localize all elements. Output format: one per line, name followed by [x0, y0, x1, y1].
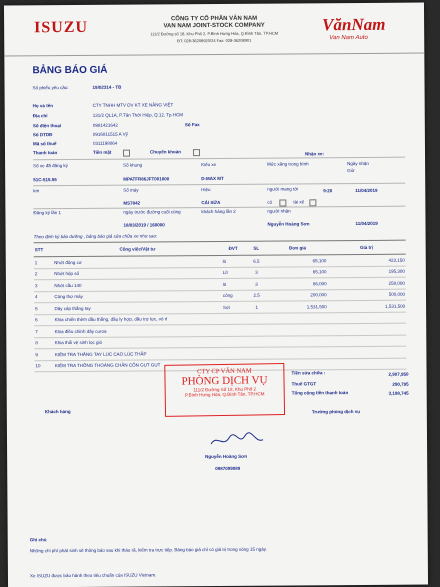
- receiver-name-label: người nhận: [267, 208, 291, 214]
- document-header: [4, 3, 424, 57]
- quote-number-label: Số phiếu yêu cầu:: [32, 85, 69, 91]
- cell-qty: 3: [245, 278, 268, 290]
- fax-label: Số Fax: [184, 122, 200, 128]
- prev-service-label: ngày trước đường cuối cùng: [123, 209, 181, 215]
- reg-value: 51C-515.55: [33, 177, 57, 183]
- van-nam-logo: VănNam: [322, 14, 386, 35]
- customer-value: CTY TNHH MTV DV KT XE NÂNG VIỆT: [92, 102, 174, 108]
- customer-label: Họ và tên: [32, 103, 53, 109]
- cell-stt: 10: [34, 360, 53, 372]
- cell-stt: 9: [34, 349, 53, 361]
- cell-stt: 1: [34, 257, 53, 269]
- col-unit: ĐVT: [222, 241, 245, 255]
- tax-code-label: Mã số thuế: [32, 141, 57, 147]
- col-qty: SL: [245, 241, 268, 255]
- vat-value: 290,795: [392, 381, 409, 387]
- yes-checkbox[interactable]: [279, 200, 286, 207]
- signature: [207, 432, 267, 450]
- company-name-vn: CÔNG TY CỔ PHẦN VĂN NAM: [170, 15, 258, 23]
- payment-label: Thanh toán: [32, 150, 58, 156]
- reg-label: Số xe đã đăng ký: [33, 163, 68, 169]
- cell-qty: 1: [245, 301, 268, 313]
- model-label: Kiểu xe: [201, 161, 217, 168]
- notes-title: Ghi chú: [29, 537, 47, 543]
- cell-price: 65,100: [268, 255, 328, 267]
- cell-item: KIỂM TRA THÔNG THOÁNG CHÂN CÔN GỤT GỤT: [54, 359, 223, 372]
- cell-qty: [245, 347, 268, 359]
- cell-stt: 3: [34, 280, 53, 292]
- km-label: km: [33, 188, 40, 194]
- receiver-name-value: Nguyễn Hoàng Sơn: [267, 221, 310, 227]
- cell-stt: 2: [34, 268, 53, 280]
- cell-item: Khia chiến thêm dầu thắng, dầu ly hợp, dầu trợ lực, vỏ rỉ: [54, 313, 223, 326]
- cell-unit: lit: [222, 255, 245, 267]
- cell-total: 195,300: [327, 266, 405, 278]
- table-note: Theo định kỳ bảo dưỡng , bảng báo giá sửa chữa xe như sau:: [33, 233, 158, 240]
- cell-price: [268, 335, 328, 347]
- cell-price: [268, 324, 328, 336]
- quotation-document: [4, 3, 428, 587]
- vat-label: Thuế GTGT: [291, 381, 317, 387]
- address-value: 131/2 QL1A, P.Tân Thới Hiệp, Q.12, Tp.HCM: [92, 112, 184, 118]
- cell-unit: công: [222, 290, 245, 302]
- cell-item: Khia điều chỉnh dây curoa: [54, 324, 223, 337]
- isuzu-logo: ISUZU: [34, 18, 89, 37]
- cell-unit: [222, 336, 245, 348]
- cell-total: [328, 323, 406, 335]
- cell-item: Công thợ máy: [53, 290, 222, 303]
- transfer-label: Chuyển khoản: [149, 149, 182, 155]
- stamp-line-2: PHÒNG DỊCH VỤ: [181, 374, 268, 388]
- cell-stt: 8: [34, 337, 53, 349]
- cell-stt: 5: [34, 303, 53, 315]
- notes-line-2: Xe ISUZU được bảo hành theo tiêu chuẩn của ISUZU Vietnam.: [29, 572, 157, 579]
- stamp-line-1: CTY CP VĂN NAM: [197, 367, 252, 376]
- cash-checkbox[interactable]: [123, 150, 130, 157]
- page-title: BẢNG BÁO GIÁ: [32, 64, 108, 77]
- cell-qty: [245, 313, 268, 325]
- subtotal-value: 2,907,950: [388, 371, 409, 377]
- time-value: 9:20: [323, 188, 333, 194]
- phone-value: 0981421642: [92, 122, 118, 128]
- manager-sign-label: Trưởng phòng dịch vụ: [311, 408, 361, 415]
- cell-qty: [245, 324, 268, 336]
- date-label: Ngày nhận: [347, 160, 369, 167]
- cell-unit: Sợi: [222, 301, 245, 313]
- cell-item: KIỂM TRA THẮNG TAY LÚC CAO LÚC THẤP: [54, 347, 223, 360]
- prev-service-value: 18/03/2019 / 160000: [123, 222, 165, 228]
- grand-total-label: Tổng cộng tiền thanh toán: [291, 390, 349, 396]
- mobile-value: 0916811515 A Vỹ: [92, 131, 128, 137]
- yes-label: có: [267, 199, 273, 205]
- cell-item: Khia thổi vệ sinh lọc gió: [54, 336, 223, 349]
- receiver-date-value: 11/04/2019: [355, 220, 378, 227]
- cell-item: Dây cáp thắng tay: [53, 301, 222, 314]
- stamp-line-3: 111/2 Đường Số 18, Khu Phố 2: [193, 386, 256, 393]
- service-type-value: CẢI SỬA: [201, 199, 221, 206]
- col-item: Công việc/Vật tư: [53, 241, 222, 256]
- receiver-label: Nhận xe:: [304, 151, 325, 157]
- cash-label: Tiền mặt: [92, 149, 112, 155]
- phone-label: Số điện thoại: [32, 123, 62, 129]
- cell-qty: 2.5: [245, 290, 268, 302]
- customer2-label: khách hàng lần 2: [201, 208, 236, 215]
- col-price: Đơn giá: [268, 241, 328, 255]
- cell-total: [328, 335, 406, 347]
- fuel-label: Mức xăng trong bình: [267, 161, 309, 167]
- cell-price: 86,000: [268, 278, 328, 290]
- cell-price: [268, 347, 328, 359]
- quote-number-value: 19/02314 - TB: [92, 84, 122, 90]
- cell-item: Nhớt cầu 140: [53, 278, 222, 291]
- reg1-label: Đăng ký lần 1: [33, 210, 61, 216]
- cell-unit: [222, 347, 245, 359]
- cell-unit: [222, 313, 245, 325]
- cell-qty: 3: [245, 267, 268, 279]
- cell-total: 423,150: [327, 254, 405, 266]
- company-name-en: VAN NAM JOINT-STOCK COMPANY: [163, 22, 265, 30]
- cell-unit: lit: [222, 278, 245, 290]
- engine-value: MS7842: [123, 200, 141, 206]
- driver-label: tài xế: [293, 199, 305, 205]
- address-label: Địa chỉ: [32, 113, 48, 119]
- customer-sign-label: Khách hàng: [44, 409, 71, 415]
- date-value: 11/04/2019: [355, 187, 378, 194]
- tax-code-value: 0311198064: [92, 140, 118, 146]
- bring-label: người mang tới: [267, 186, 299, 192]
- cell-qty: [245, 336, 268, 348]
- time-label: Giờ: [347, 168, 355, 174]
- cell-total: 1,531,500: [328, 300, 406, 312]
- cell-price: 65,100: [268, 266, 328, 278]
- divider: [33, 183, 405, 187]
- cell-price: 1,531,500: [268, 301, 328, 313]
- cell-stt: 6: [34, 314, 53, 326]
- staff-name: Nguyễn Hoàng Sơn: [205, 453, 248, 460]
- cell-total: 258,000: [328, 277, 406, 289]
- cell-total: [328, 346, 406, 358]
- model-value: D-MAX MT: [201, 175, 224, 182]
- subtotal-label: Tiền sửa chữa :: [291, 370, 326, 376]
- transfer-checkbox[interactable]: [193, 149, 200, 156]
- cell-item: Nhớt động cơ: [53, 255, 222, 268]
- engine-label: Số máy: [123, 187, 139, 193]
- frame-value: MPATFR86JFT001800: [123, 176, 170, 182]
- company-stamp: [164, 363, 285, 417]
- cell-unit: Lít: [222, 267, 245, 279]
- cell-unit: [222, 324, 245, 336]
- company-phone-fax: ĐT: 028-36208920/24 Fax: 028-36208901: [177, 37, 252, 44]
- cell-total: [328, 358, 406, 370]
- brand-label: Hiệu: [201, 187, 211, 193]
- cell-total: [328, 312, 406, 324]
- col-stt: STT: [34, 243, 54, 257]
- van-nam-logo-sub: Van Nam Auto: [329, 34, 368, 42]
- notes-line-1: Những chi phí phát sinh sẽ thông báo sau khi tháo rã, kiểm tra trực tiếp. Bảng báo giá chỉ có giá trị trong vòng 15 ngày.: [29, 546, 267, 554]
- staff-phone: 0987099089: [215, 465, 241, 472]
- cell-qty: 6.5: [245, 255, 268, 267]
- cell-total: 500,000: [328, 289, 406, 301]
- frame-label: Số khung: [123, 162, 143, 168]
- mobile-label: Số DTDĐ: [32, 132, 53, 138]
- divider: [33, 157, 405, 161]
- driver-checkbox[interactable]: [309, 199, 316, 206]
- cell-price: [268, 312, 328, 324]
- cell-stt: 4: [34, 291, 53, 303]
- grand-total-value: 3,198,745: [388, 390, 409, 396]
- company-address: 111/2 Đường số 18, Khu Phố 2, P.Bình Hưng Hòa, Q.Bình Tân, TP.HCM: [150, 30, 279, 37]
- cell-item: Nhớt hộp số: [53, 267, 222, 280]
- cell-price: 200,000: [268, 289, 328, 301]
- col-total: Giá trị: [327, 240, 405, 255]
- stamp-line-4: P.Bình Hưng Hòa, Q.Bình Tân, TP.HCM: [184, 391, 265, 398]
- cell-stt: 7: [34, 326, 53, 338]
